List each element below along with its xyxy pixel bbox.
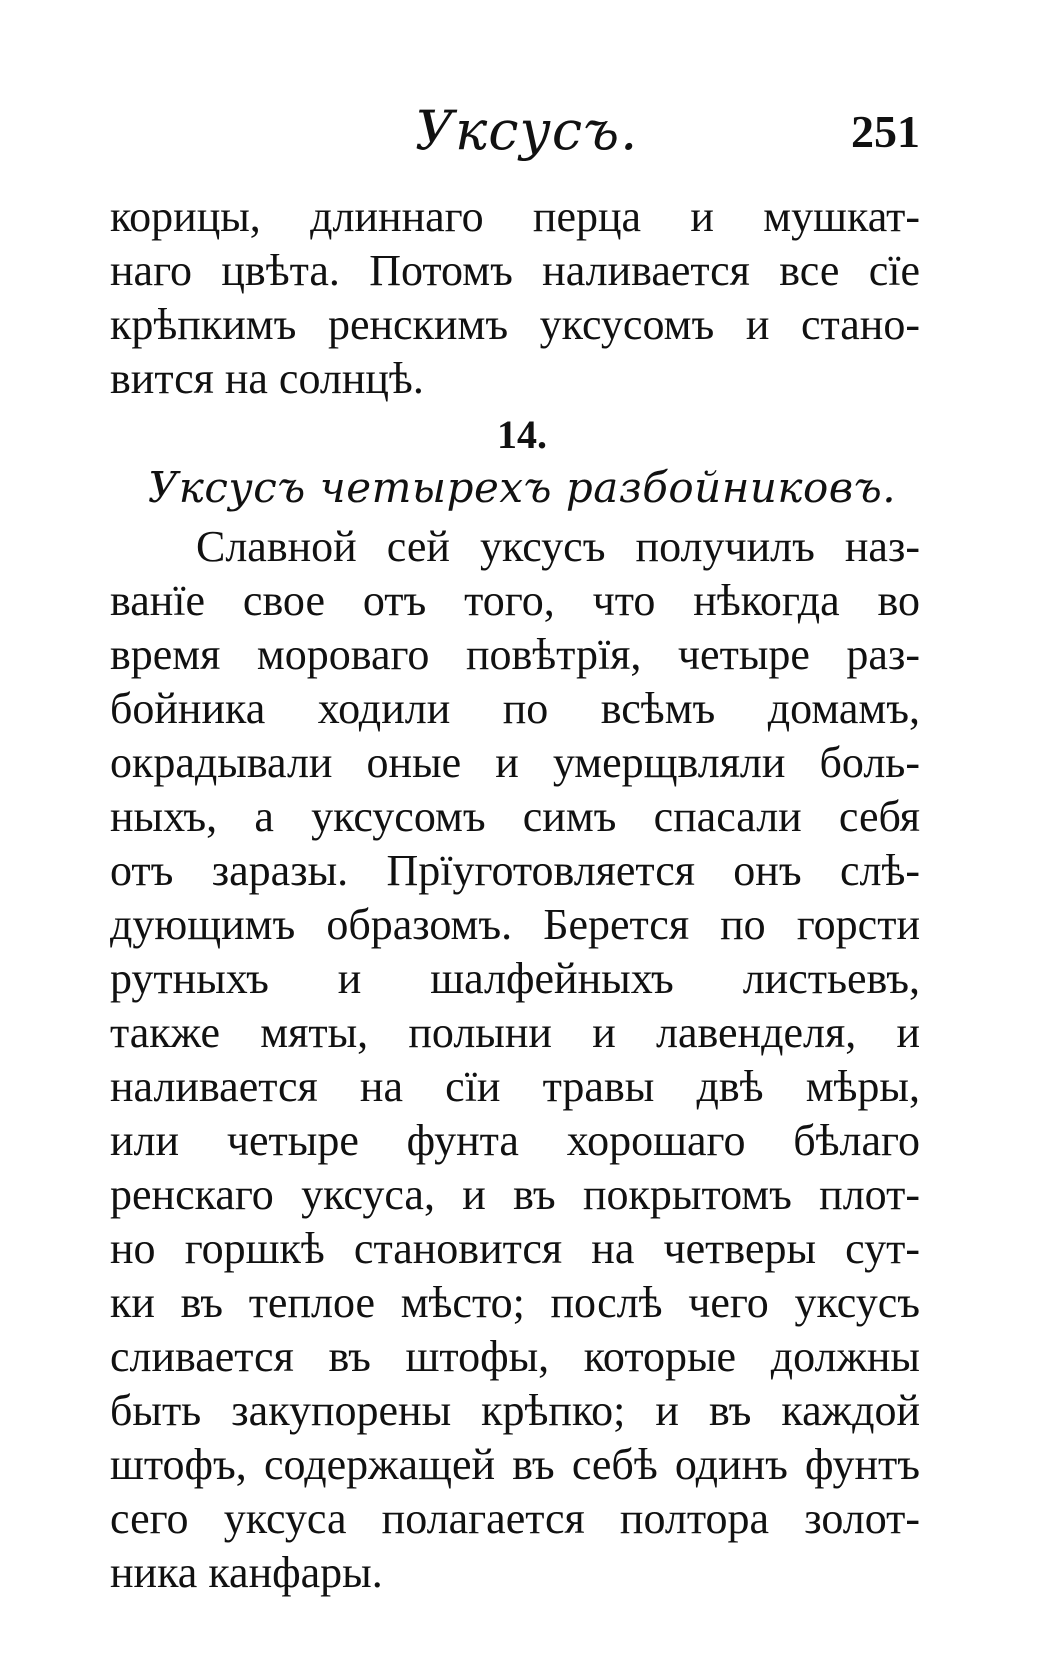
text-line: дующимъ образомъ. Берется по горсти (110, 900, 920, 949)
paragraph-main (110, 520, 920, 1600)
page-number: 251 (851, 106, 920, 157)
text-line: сего уксуса полагается полтора золот- (110, 1494, 920, 1543)
section-number: 14. (497, 412, 547, 457)
page-header (110, 98, 920, 178)
text-line: наго цвѣта. Потомъ наливается все сїе (110, 246, 920, 295)
text-line: сливается въ штофы, которые должны (110, 1332, 920, 1381)
text-line: ника канфары. (110, 1548, 383, 1597)
text-line: штофъ, содержащей въ себѣ одинъ фунтъ (110, 1440, 920, 1489)
text-line: вится на солнцѣ. (110, 354, 424, 403)
text-line: ки въ теплое мѣсто; послѣ чего уксусъ (110, 1278, 920, 1327)
text-line: также мяты, полыни и лавенделя, и (110, 1008, 920, 1057)
text-line: отъ заразы. Прїуготовляется онъ слѣ- (110, 846, 920, 895)
text-line: бойника ходили по всѣмъ домамъ, (110, 684, 920, 733)
text-line: ренскаго уксуса, и въ покрытомъ плот- (110, 1170, 920, 1219)
text-line: наливается на сїи травы двѣ мѣры, (110, 1062, 920, 1111)
section-title: Уксусъ четырехъ разбойниковъ. (147, 463, 897, 512)
text-line: но горшкѣ становится на четверы сут- (110, 1224, 920, 1273)
text-line: быть закупорены крѣпко; и въ каждой (110, 1386, 920, 1435)
text-line: ныхъ, а уксусомъ симъ спасали себя (110, 792, 920, 841)
text-line: время мороваго повѣтрїя, четыре раз- (110, 630, 920, 679)
text-line: окрадывали оные и умерщвляли боль- (110, 738, 920, 787)
running-head: Уксусъ. (415, 99, 639, 162)
text-line: или четыре фунта хорошаго бѣлаго (110, 1116, 920, 1165)
text-line: рутныхъ и шалфейныхъ листьевъ, (110, 954, 920, 1003)
text-line: крѣпкимъ ренскимъ уксусомъ и стано- (110, 300, 920, 349)
paragraph-continued (110, 190, 920, 406)
text-line: корицы, длиннаго перца и мушкат- (110, 192, 920, 241)
text-line: Славной сей уксусъ получилъ наз- (196, 522, 920, 571)
text-line: ванїе свое отъ того, что нѣкогда во (110, 576, 920, 625)
